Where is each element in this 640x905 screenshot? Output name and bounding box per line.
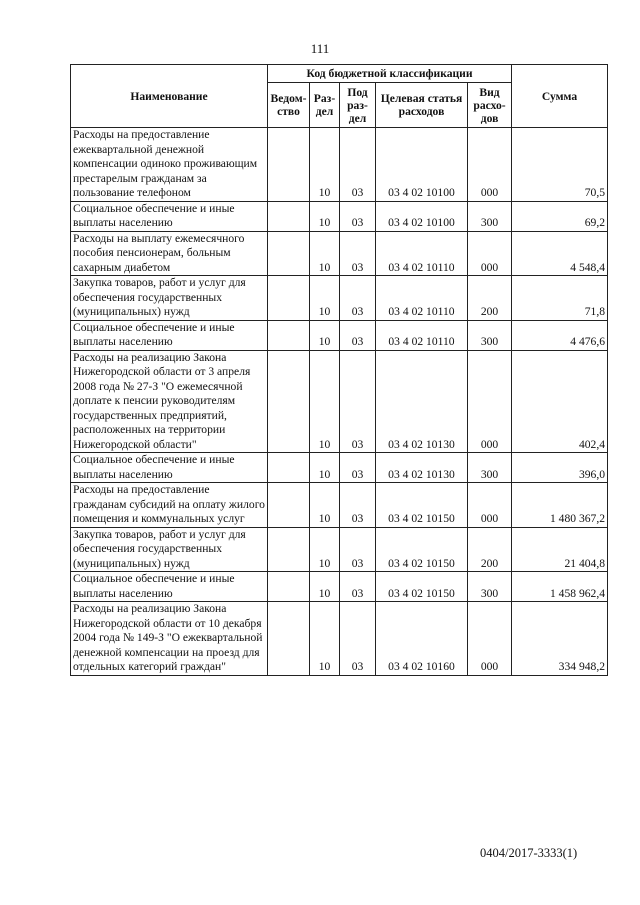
header-razdel: Раз-дел bbox=[310, 83, 340, 128]
cell-sum: 4 548,4 bbox=[512, 231, 608, 276]
header-celevaya: Целевая статья расходов bbox=[376, 83, 468, 128]
cell-celevaya: 03 4 02 10110 bbox=[376, 231, 468, 276]
table-row bbox=[71, 602, 608, 676]
cell-razdel: 10 bbox=[310, 527, 340, 572]
cell-celevaya: 03 4 02 10130 bbox=[376, 350, 468, 453]
cell-vid: 000 bbox=[468, 350, 512, 453]
cell-celevaya: 03 4 02 10100 bbox=[376, 201, 468, 231]
table-body bbox=[71, 128, 608, 676]
cell-celevaya: 03 4 02 10100 bbox=[376, 128, 468, 202]
cell-sum: 21 404,8 bbox=[512, 527, 608, 572]
cell-podrazdel: 03 bbox=[340, 231, 376, 276]
cell-name: Расходы на реализацию Закона Нижегородской области от 3 апреля 2008 года № 27-З "О ежемесячной доплате к пенсии руководителям государственных предприятий, расположенных на территории Нижегородской области" bbox=[71, 350, 268, 453]
cell-name: Социальное обеспечение и иные выплаты населению bbox=[71, 453, 268, 483]
cell-razdel: 10 bbox=[310, 602, 340, 676]
header-sum: Сумма bbox=[512, 65, 608, 128]
table-row bbox=[71, 453, 608, 483]
header-vedomstvo: Ведом-ство bbox=[268, 83, 310, 128]
cell-celevaya: 03 4 02 10160 bbox=[376, 602, 468, 676]
cell-podrazdel: 03 bbox=[340, 602, 376, 676]
cell-vid: 300 bbox=[468, 201, 512, 231]
cell-name: Социальное обеспечение и иные выплаты населению bbox=[71, 572, 268, 602]
table-row bbox=[71, 128, 608, 202]
cell-vid: 300 bbox=[468, 453, 512, 483]
cell-vid: 000 bbox=[468, 231, 512, 276]
cell-vedomstvo bbox=[268, 483, 310, 528]
header-vid: Вид расхо-дов bbox=[468, 83, 512, 128]
cell-celevaya: 03 4 02 10150 bbox=[376, 572, 468, 602]
cell-name: Расходы на выплату ежемесячного пособия пенсионерам, больным сахарным диабетом bbox=[71, 231, 268, 276]
cell-vedomstvo bbox=[268, 602, 310, 676]
cell-podrazdel: 03 bbox=[340, 572, 376, 602]
cell-podrazdel: 03 bbox=[340, 320, 376, 350]
table-row bbox=[71, 201, 608, 231]
cell-razdel: 10 bbox=[310, 572, 340, 602]
cell-podrazdel: 03 bbox=[340, 483, 376, 528]
cell-vedomstvo bbox=[268, 320, 310, 350]
cell-sum: 402,4 bbox=[512, 350, 608, 453]
cell-razdel: 10 bbox=[310, 453, 340, 483]
cell-vedomstvo bbox=[268, 276, 310, 321]
cell-razdel: 10 bbox=[310, 276, 340, 321]
header-classification: Код бюджетной классификации bbox=[268, 65, 512, 83]
cell-podrazdel: 03 bbox=[340, 350, 376, 453]
cell-vid: 200 bbox=[468, 527, 512, 572]
cell-name: Расходы на предоставление ежеквартальной денежной компенсации одиноко проживающим престарелым гражданам за пользование телефоном bbox=[71, 128, 268, 202]
header-name: Наименование bbox=[71, 65, 268, 128]
cell-razdel: 10 bbox=[310, 231, 340, 276]
cell-sum: 4 476,6 bbox=[512, 320, 608, 350]
cell-vid: 300 bbox=[468, 320, 512, 350]
cell-razdel: 10 bbox=[310, 201, 340, 231]
cell-vid: 200 bbox=[468, 276, 512, 321]
table-row bbox=[71, 320, 608, 350]
cell-vedomstvo bbox=[268, 527, 310, 572]
cell-celevaya: 03 4 02 10150 bbox=[376, 527, 468, 572]
cell-celevaya: 03 4 02 10110 bbox=[376, 276, 468, 321]
budget-table bbox=[70, 64, 608, 676]
cell-vedomstvo bbox=[268, 572, 310, 602]
table-row bbox=[71, 276, 608, 321]
cell-sum: 396,0 bbox=[512, 453, 608, 483]
table-row bbox=[71, 350, 608, 453]
cell-vedomstvo bbox=[268, 201, 310, 231]
cell-podrazdel: 03 bbox=[340, 453, 376, 483]
cell-podrazdel: 03 bbox=[340, 128, 376, 202]
cell-razdel: 10 bbox=[310, 128, 340, 202]
cell-name: Расходы на предоставление гражданам субсидий на оплату жилого помещения и коммунальных услуг bbox=[71, 483, 268, 528]
cell-sum: 334 948,2 bbox=[512, 602, 608, 676]
cell-sum: 1 458 962,4 bbox=[512, 572, 608, 602]
header-podrazdel: Под раз-дел bbox=[340, 83, 376, 128]
cell-razdel: 10 bbox=[310, 320, 340, 350]
cell-vid: 000 bbox=[468, 483, 512, 528]
cell-name: Социальное обеспечение и иные выплаты населению bbox=[71, 320, 268, 350]
cell-vedomstvo bbox=[268, 128, 310, 202]
cell-vedomstvo bbox=[268, 231, 310, 276]
table-row bbox=[71, 572, 608, 602]
cell-name: Закупка товаров, работ и услуг для обеспечения государственных (муниципальных) нужд bbox=[71, 276, 268, 321]
cell-vedomstvo bbox=[268, 350, 310, 453]
cell-sum: 71,8 bbox=[512, 276, 608, 321]
page-number: 111 bbox=[310, 41, 330, 56]
cell-sum: 70,5 bbox=[512, 128, 608, 202]
cell-celevaya: 03 4 02 10130 bbox=[376, 453, 468, 483]
table-row bbox=[71, 231, 608, 276]
table-row bbox=[71, 483, 608, 528]
cell-podrazdel: 03 bbox=[340, 276, 376, 321]
cell-vid: 000 bbox=[468, 602, 512, 676]
cell-name: Расходы на реализацию Закона Нижегородской области от 10 декабря 2004 года № 149-З "О ежеквартальной денежной компенсации на проезд для отдельных категорий граждан" bbox=[71, 602, 268, 676]
cell-celevaya: 03 4 02 10110 bbox=[376, 320, 468, 350]
cell-podrazdel: 03 bbox=[340, 527, 376, 572]
document-code: 0404/2017-3333(1) bbox=[480, 846, 578, 860]
cell-razdel: 10 bbox=[310, 483, 340, 528]
cell-name: Социальное обеспечение и иные выплаты населению bbox=[71, 201, 268, 231]
cell-vedomstvo bbox=[268, 453, 310, 483]
cell-name: Закупка товаров, работ и услуг для обеспечения государственных (муниципальных) нужд bbox=[71, 527, 268, 572]
cell-razdel: 10 bbox=[310, 350, 340, 453]
cell-celevaya: 03 4 02 10150 bbox=[376, 483, 468, 528]
table-row bbox=[71, 527, 608, 572]
cell-vid: 000 bbox=[468, 128, 512, 202]
cell-podrazdel: 03 bbox=[340, 201, 376, 231]
cell-vid: 300 bbox=[468, 572, 512, 602]
cell-sum: 1 480 367,2 bbox=[512, 483, 608, 528]
cell-sum: 69,2 bbox=[512, 201, 608, 231]
